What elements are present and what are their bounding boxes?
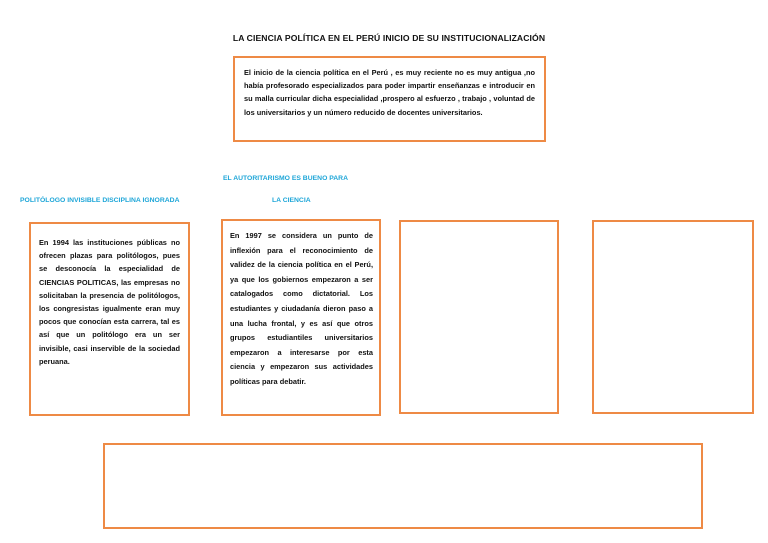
box-1997-text: En 1997 se considera un punto de inflexión para el reconocimiento de validez de la ciencia política en el Perú, ya que los gobiernos empezaron a ser catalogados como dictatorial. Los estudiantes y ciudadanía dieron paso a una lucha frontal, y es así que otros grupos estudiantiles universitarios empezaron a interesarse por esta ciencia y empezaron sus actividades políticas para debatir. bbox=[230, 231, 373, 386]
empty-box-bottom bbox=[103, 443, 703, 529]
empty-box-4 bbox=[592, 220, 754, 414]
empty-box-3 bbox=[399, 220, 559, 414]
box-1994-text: En 1994 las instituciones públicas no ofrecen plazas para politólogos, pues se desconocía la especialidad de CIENCIAS POLITICAS, las empresas no solicitaban la presencia de politólogos, los congresistas igualmente eran muy pocos que conocían esta carrera, tal es así que un politólogo era un ser invisible, casi inservible de la sociedad peruana. bbox=[39, 238, 180, 366]
document-title: LA CIENCIA POLÍTICA EN EL PERÚ INICIO DE SU INSTITUCIONALIZACIÓN bbox=[232, 33, 546, 43]
heading-science: LA CIENCIA bbox=[272, 197, 311, 204]
heading-authoritarianism: EL AUTORITARISMO ES BUENO PARA bbox=[223, 175, 348, 182]
box-1997 bbox=[221, 219, 381, 416]
intro-box bbox=[233, 56, 546, 142]
heading-political-scientist: POLITÓLOGO INVISIBLE DISCIPLINA IGNORADA bbox=[20, 197, 180, 204]
box-1994 bbox=[29, 222, 190, 416]
intro-text: El inicio de la ciencia política en el Perú , es muy reciente no es muy antigua ,no había profesorado especializados para poder impartir enseñanzas e introducir en su malla curricular dicha especialidad ,prospero al esfuerzo , trabajo , voluntad de los universitarios y un número reducido de docentes universitarios. bbox=[244, 68, 535, 117]
